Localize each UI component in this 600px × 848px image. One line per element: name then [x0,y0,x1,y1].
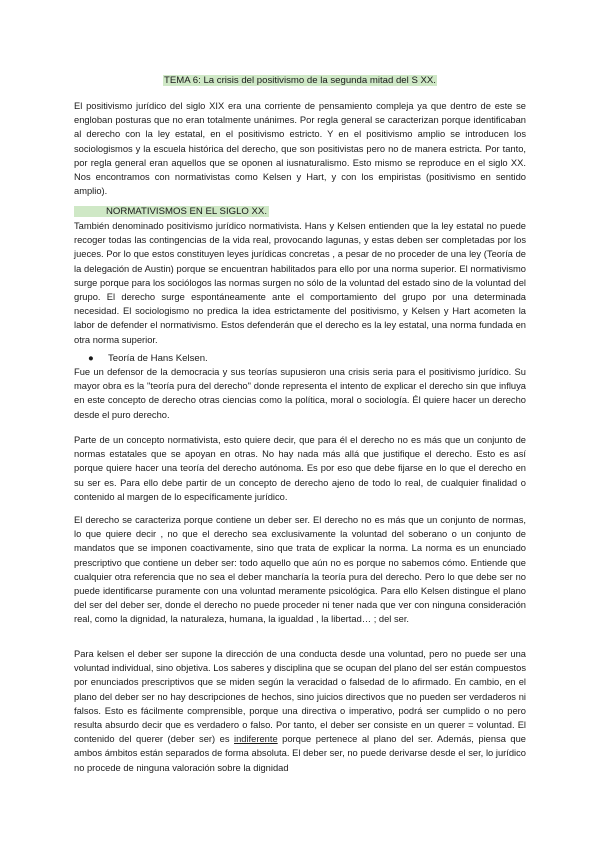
section-paragraph: También denominado positivismo jurídico normativista. Hans y Kelsen entienden que la ley estatal no puede recoger todas las contingencias de la vida real, provocando lagunas, y estas deben ser completadas por los jueces. Por lo que estos constituyen leyes jurídicas concretas , a pesar de no proceder de una ley (Teoría de la delegación de Austin) porque se encuentran habilitados para ello por una norma superior. El normativismo surge porque para los sociólogos las normas surgen no sólo de la voluntad del estado sino de la voluntad del grupo. El derecho surge espontáneamente ante el comportamiento del grupo por una determinada necesidad. El sociologismo no predica la idea estrictamente del positivismo, y Kelsen y Hart acometen la labor de defender el normativismo. Estos defenderán que el derecho es la ley estatal, una norma fundada en otra norma superior. [74,221,526,345]
title-highlight: TEMA 6: La crisis del positivismo de la segunda mitad del S XX. [164,75,436,86]
underlined-word: indiferente [234,734,278,745]
kelsen-paragraph-2: Parte de un concepto normativista, esto quiere decir, que para él el derecho no es más que un conjunto de normas estatales que se apoyan en otras. No hay nada más allá que justifique el derecho. Esto es así porque quiere hacer una teoría del derecho autónoma. Es por eso que debe fijarse en lo que el derecho en su ser es. Para ello debe partir de un concepto de derecho ajeno de todo lo real, de cualquier finalidad o contenido al margen de lo específicamente jurídico. [74,435,526,502]
bullet-item [88,352,518,365]
kelsen-paragraph-3: El derecho se caracteriza porque contiene un deber ser. El derecho no es más que un conjunto de normas, lo que quiere decir , no que el derecho sea exclusivamente la voluntad del soberano o un conjunto de mandatos que se imponen coactivamente, sino que trata de explicar la norma. La norma es un enunciado prescriptivo que contiene un deber ser: todo aquello que aún no es porque no sabemos cómo. Entiende que cualquier otra referencia que no sea el deber mancharía la teoría pura del derecho. Pero lo que debe ser no puede identificarse puramente con una voluntad meramente psicológica. Para ello Kelsen distingue el plano del ser del deber ser, donde el derecho no puede proceder ni tener nada que ver con ninguna consideración real, como la dignidad, la naturaleza, humana, la igualdad , la libertad… ; del ser. [74,515,526,625]
bullet-heading: Teoría de Hans Kelsen. [108,353,208,364]
section-heading-highlight: NORMATIVISMOS EN EL SIGLO XX. [74,206,269,217]
document-title [74,74,526,87]
kelsen-paragraph-1: Fue un defensor de la democracia y sus teorías supusieron una crisis seria para el positivismo jurídico. Su mayor obra es la "teoría pura del derecho" donde representa el intento de explicar el derecho sin que influya en este concepto de derecho otras ciencias como la política, moral o sociología. Él quiere hacer un derecho desde el puro derecho. [74,367,526,420]
intro-paragraph: El positivismo jurídico del siglo XIX era una corriente de pensamiento compleja ya que dentro de este se engloban posturas que no eran totalmente unánimes. Por regla general se caracterizan porque identificaban al derecho con la ley estatal, en el positivismo estricto. Y en el positivismo amplio se introducen los sociologismos y la escuela histórica del derecho, que son positivistas pero no de manera estricta. Por tanto, por regla general eran aquellos que se oponen al iusnaturalismo. Esto mismo se reproduce en el siglo XX. Nos encontramos con normativistas como Kelsen y Hart, y con los empiristas (positivismo en sentido amplio). [74,101,526,197]
kelsen-p4-text-start: Para kelsen el deber ser supone la dirección de una conducta desde una voluntad, pero no puede ser una voluntad individual, sino objetiva. Los saberes y disciplina que se ocupan del plano del ser están compuestos por enunciados prescriptivos que se miden según la veracidad o falsedad de lo afirmado. En cambio, en el plano del deber ser no hay descripciones de hechos, sino juicios directivos que no pueden ser verdaderos ni falsos. Esto es fácilmente comprensible, porque una directiva o imperativo, podrá ser cumplido o no pero resulta absurdo decir que es verdadero o falso. Por tanto, el deber ser consiste en un querer = voluntad. El contenido del querer (deber ser) es [74,649,526,745]
section-heading [74,205,526,218]
bullet-dot-icon: ● [88,353,94,364]
kelsen-paragraph-4 [74,647,526,775]
kelsen-p4-text-end: porque pertenece al plano del ser. Además, piensa que ambos ámbitos están separados de forma absoluta. El deber ser, no puede derivarse desde el ser, lo jurídico no procede de ninguna valoración sobre la dignidad [74,734,527,773]
